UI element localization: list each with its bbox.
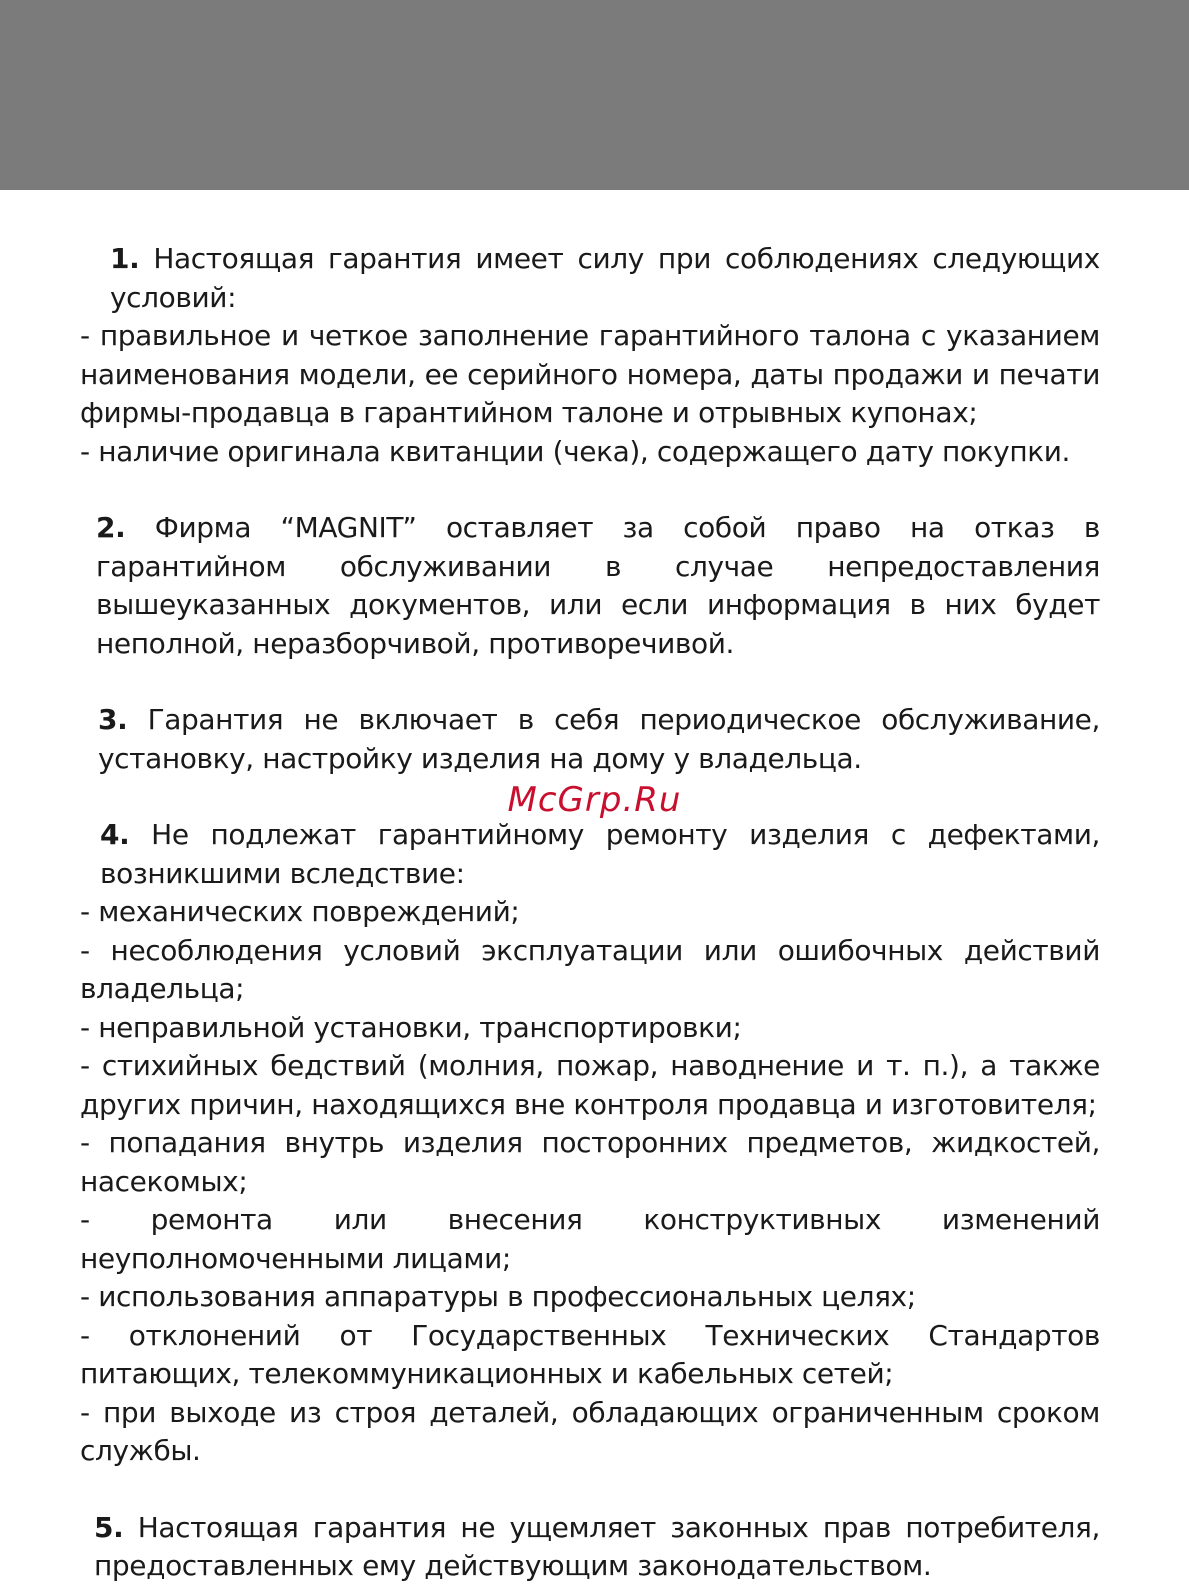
list-item: - ремонта или внесения конструктивных изменений неуполномоченными лицами; (80, 1203, 1100, 1275)
list-item: - механических повреждений; (80, 895, 520, 928)
clause-body: Гарантия не включает в себя периодическое обслуживание, установку, настройку изделия на дому у владельца. (98, 703, 1100, 775)
list-item: - попадания внутрь изделия посторонних предметов, жидкостей, насекомых; (80, 1126, 1100, 1198)
clause-number: 3. (98, 703, 128, 736)
clause-2 (80, 509, 1100, 663)
warranty-terms (80, 240, 1100, 1586)
clause-number: 5. (94, 1510, 124, 1544)
list-item: - использования аппаратуры в профессиональных целях; (80, 1280, 916, 1313)
list-item: - наличие оригинала квитанции (чека), содержащего дату покупки. (80, 434, 1071, 468)
clause-1 (80, 240, 1100, 471)
clause-body: Не подлежат гарантийному ремонту изделия с дефектами, возникшими вследствие: (100, 818, 1100, 890)
clause-3-text (80, 701, 1100, 778)
clause-body: Фирма “MAGNIT” оставляет за собой право на отказ в гарантийном обслуживании в случае непредоставления вышеуказанных документов, или если информация в них будет неполной, неразборчивой, противоречивой. (96, 511, 1100, 660)
watermark: McGrp.Ru (507, 780, 682, 820)
clause-4-text (80, 816, 1100, 893)
clause-2-text (80, 509, 1100, 663)
clause-number: 2. (96, 511, 126, 544)
header-band (0, 0, 1189, 190)
list-item: - стихийных бедствий (молния, пожар, наводнение и т. п.), а также других причин, находящихся вне контроля продавца и изготовителя; (80, 1049, 1100, 1121)
clause-5-text (80, 1509, 1100, 1586)
list-item: - неправильной установки, транспортировки; (80, 1010, 742, 1044)
clause-body: Настоящая гарантия имеет силу при соблюдениях следующих условий: (110, 242, 1100, 314)
clause-number: 1. (110, 242, 140, 275)
clause-4 (80, 816, 1100, 1471)
list-item: - отклонений от Государственных Технических Стандартов питающих, телекоммуникационных и кабельных сетей; (80, 1318, 1100, 1390)
clause-5 (80, 1509, 1100, 1586)
list-item: - при выходе из строя деталей, обладающих ограниченным сроком службы. (80, 1395, 1100, 1467)
clause-3 (80, 701, 1100, 778)
clause-number: 4. (100, 818, 130, 851)
clause-body: Настоящая гарантия не ущемляет законных прав потребителя, предоставленных ему действующим законодательством. (94, 1510, 1100, 1582)
clause-1-text (80, 240, 1100, 317)
list-item: - несоблюдения условий эксплуатации или ошибочных действий владельца; (80, 933, 1100, 1005)
list-item: - правильное и четкое заполнение гарантийного талона с указанием наименования модели, ее серийного номера, даты продажи и печати фирмы-продавца в гарантийном талоне и отрывных купонах; (80, 319, 1100, 429)
